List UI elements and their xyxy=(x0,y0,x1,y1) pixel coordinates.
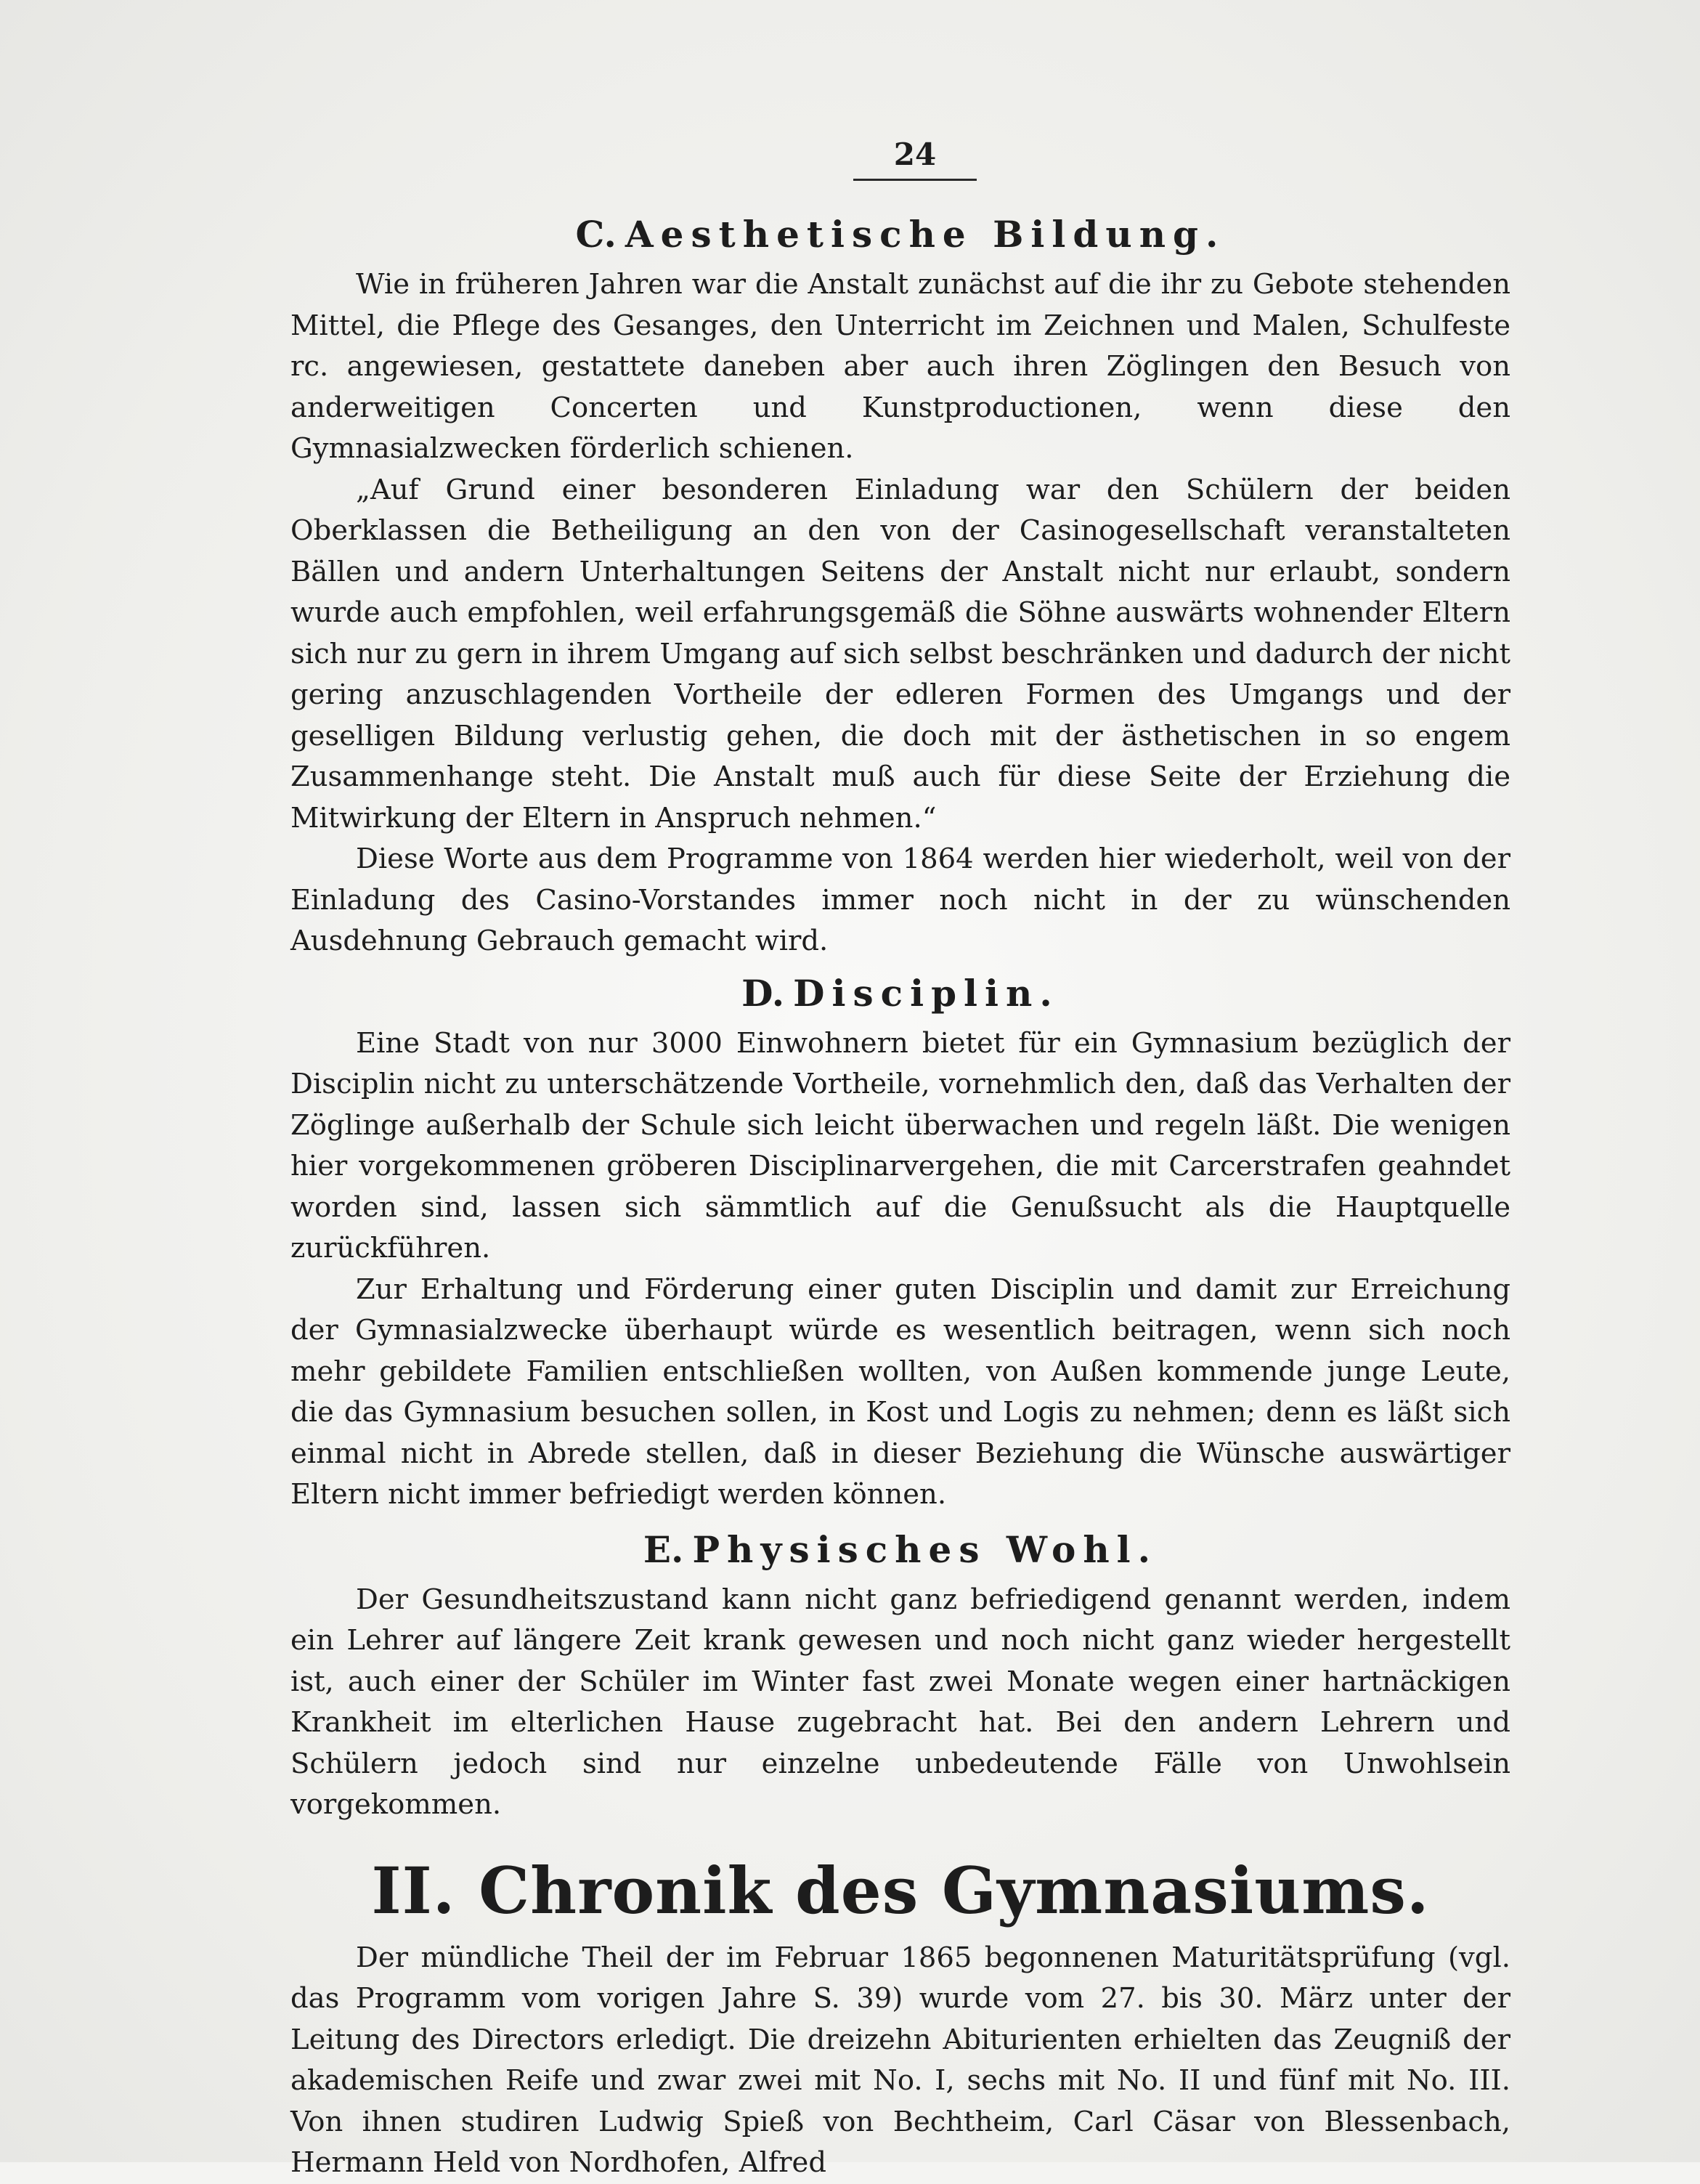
paragraph: „Auf Grund einer besonderen Einladung war den Schülern der beiden Oberklassen die Betheiligung an den von der Casinogesellschaft veranstalteten Bällen und andern Unterhaltungen Seitens der Anstalt nicht nur erlaubt, sondern wurde auch empfohlen, weil erfahrungsgemäß die Söhne auswärts wohnender Eltern sich nur zu gern in ihrem Umgang auf sich selbst beschränken und dadurch der nicht gering anzuschlagenden Vortheile der edleren Formen des Umgangs und der geselligen Bildung verlustig gehen, die doch mit der ästhetischen in so engem Zusammenhange steht. Die Anstalt muß auch für diese Seite der Erziehung die Mitwirkung der Eltern in Anspruch nehmen.“ xyxy=(290,473,1510,835)
paragraph: Diese Worte aus dem Programme von 1864 werden hier wiederholt, weil von der Einladung des Casino-Vorstandes immer noch nicht in der zu wünschenden Ausdehnung Gebrauch gemacht wird. xyxy=(290,843,1510,957)
chronicle-title: II. Chronik des Gymnasiums. xyxy=(371,1852,1430,1928)
paragraph: Der Gesundheitszustand kann nicht ganz befriedigend genannt werden, indem ein Lehrer auf längere Zeit krank gewesen und noch nicht ganz wieder hergestellt ist, auch einer der Schüler im Winter fast zwei Monate wegen einer hartnäckigen Krankheit im elterlichen Hause zugebracht hat. Bei den andern Lehrern und Schülern jedoch sind nur einzelne unbedeutende Fälle von Unwohlsein vorgekommen. xyxy=(290,1583,1510,1821)
section-letter: C. xyxy=(575,213,617,256)
section-heading-physical xyxy=(290,1526,1510,1574)
section-heading-aesthetic xyxy=(290,211,1510,259)
page-body xyxy=(290,209,1510,2184)
page-number-rule xyxy=(853,179,977,181)
section-letter: E. xyxy=(643,1527,684,1571)
paragraph: Eine Stadt von nur 3000 Einwohnern bietet für ein Gymnasium bezüglich der Disciplin nicht zu unterschätzende Vortheile, vornehmlich den, daß das Verhalten der Zöglinge außerhalb der Schule sich leicht überwachen und regeln läßt. Die wenigen hier vorgekommenen gröberen Disciplinarvergehen, die mit Carcerstrafen geahndet worden sind, lassen sich sämmtlich auf die Genußsucht als die Hauptquelle zurückführen. xyxy=(290,1026,1510,1264)
section-title: Physisches Wohl. xyxy=(692,1527,1158,1571)
section-heading-discipline xyxy=(290,970,1510,1018)
page-number: 24 xyxy=(893,137,937,172)
paragraph: Zur Erhaltung und Förderung einer guten Disciplin und damit zur Erreichung der Gymnasialzwecke überhaupt würde es wesentlich beitragen, wenn sich noch mehr gebildete Familien entschließen wollten, von Außen kommende junge Leute, die das Gymnasium besuchen sollen, in Kost und Logis zu nehmen; denn es läßt sich einmal nicht in Abrede stellen, daß in dieser Beziehung die Wünsche auswärtiger Eltern nicht immer befriedigt werden können. xyxy=(290,1272,1510,1511)
section-title: Aesthetische Bildung. xyxy=(625,213,1226,256)
paragraph: Wie in früheren Jahren war die Anstalt zunächst auf die ihr zu Gebote stehenden Mittel, die Pflege des Gesanges, den Unterricht im Zeichnen und Malen, Schulfeste rc. angewiesen, gestattete daneben aber auch ihren Zöglingen den Besuch von anderweitigen Concerten und Kunstproductionen, wenn diese den Gymnasialzwecken förderlich schienen. xyxy=(290,268,1510,465)
paragraph: Der mündliche Theil der im Februar 1865 begonnenen Maturitätsprüfung (vgl. das Programm vom vorigen Jahre S. 39) wurde vom 27. bis 30. März unter der Leitung des Directors erledigt. Die dreizehn Abiturienten erhielten das Zeugniß der akademischen Reife und zwar zwei mit No. I, sechs mit No. II und fünf mit No. III. Von ihnen studiren Ludwig Spieß von Bechtheim, Carl Cäsar von Blessenbach, Hermann Held von Nordhofen, Alfred xyxy=(290,1941,1510,2179)
section-title: Disciplin. xyxy=(793,971,1060,1015)
section-letter: D. xyxy=(741,971,785,1015)
